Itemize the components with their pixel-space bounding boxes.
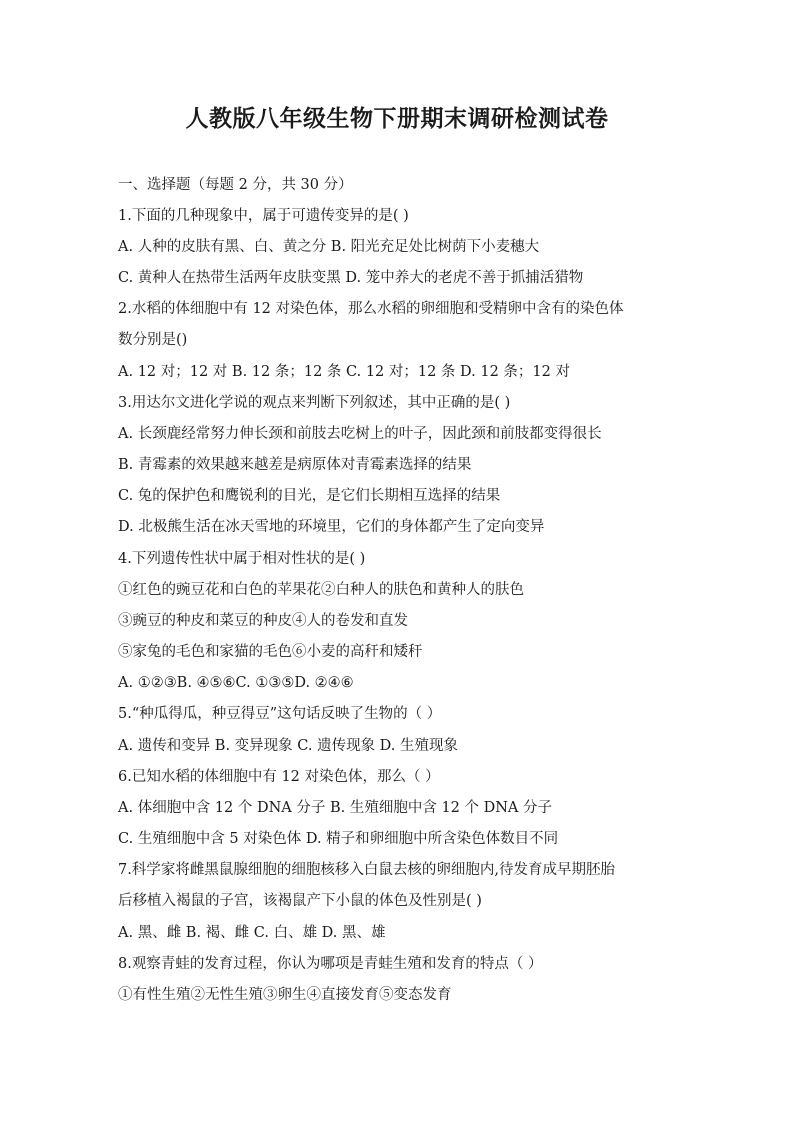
page-title: 人教版八年级生物下册期末调研检测试卷: [185, 106, 609, 132]
question-line: ③豌豆的种皮和菜豆的种皮④人的卷发和直发: [118, 613, 408, 629]
option-line: D. 北极熊生活在冰天雪地的环境里，它们的身体都产生了定向变异: [118, 519, 545, 535]
question-line: ⑤家兔的毛色和家猫的毛色⑥小麦的高秆和矮秆: [118, 644, 423, 660]
question-line: ①有性生殖②无性生殖③卵生④直接发育⑤变态发育: [118, 987, 452, 1003]
question-line: 后移植入褐鼠的子宫，该褐鼠产下小鼠的体色及性别是( ): [118, 893, 482, 909]
question-line: ①红色的豌豆花和白色的苹果花②白种人的肤色和黄种人的肤色: [118, 582, 524, 598]
option-line: C. 黄种人在热带生活两年皮肤变黑 D. 笼中养大的老虎不善于抓捕活猎物: [118, 270, 584, 286]
option-line: A. 长颈鹿经常努力伸长颈和前肢去吃树上的叶子，因此颈和前肢都变得很长: [118, 426, 602, 442]
option-line: B. 青霉素的效果越来越差是病原体对青霉素选择的结果: [118, 457, 472, 473]
option-line: A. 12 对；12 对 B. 12 条；12 条 C. 12 对；12 条 D. 12 条；12 对: [118, 364, 570, 380]
option-line: C. 兔的保护色和鹰锐利的目光，是它们长期相互选择的结果: [118, 488, 501, 504]
section-heading: 一、选择题（每题 2 分，共 30 分）: [118, 177, 353, 193]
option-line: A. 体细胞中含 12 个 DNA 分子 B. 生殖细胞中含 12 个 DNA 分子: [118, 800, 553, 816]
question-line: 8.观察青蛙的发育过程，你认为哪项是青蛙生殖和发育的特点（ ）: [118, 956, 543, 972]
option-line: A. 人种的皮肤有黑、白、黄之分 B. 阳光充足处比树荫下小麦穗大: [118, 239, 540, 255]
option-line: A. ①②③B. ④⑤⑥C. ①③⑤D. ②④⑥: [118, 675, 354, 691]
option-line: A. 黑、雌 B. 褐、雌 C. 白、雄 D. 黑、雄: [118, 925, 386, 941]
option-line: C. 生殖细胞中含 5 对染色体 D. 精子和卵细胞中所含染色体数目不同: [118, 831, 559, 847]
option-line: A. 遗传和变异 B. 变异现象 C. 遗传现象 D. 生殖现象: [118, 738, 459, 754]
question-line: 7.科学家将雌黑鼠腺细胞的细胞核移入白鼠去核的卵细胞内,待发育成早期胚胎: [118, 862, 615, 878]
question-line: 3.用达尔文进化学说的观点来判断下列叙述，其中正确的是( ): [118, 395, 511, 411]
question-line: 1.下面的几种现象中，属于可遗传变异的是( ): [118, 208, 409, 224]
question-line: 6.已知水稻的体细胞中有 12 对染色体，那么（ ）: [118, 769, 440, 785]
question-line: 5.“种瓜得瓜，种豆得豆”这句话反映了生物的（ ）: [118, 706, 442, 722]
question-line: 数分别是(): [118, 332, 188, 348]
question-line: 4.下列遗传性状中属于相对性状的是( ): [118, 551, 366, 567]
question-line: 2.水稻的体细胞中有 12 对染色体，那么水稻的卵细胞和受精卵中含有的染色体: [118, 301, 624, 317]
